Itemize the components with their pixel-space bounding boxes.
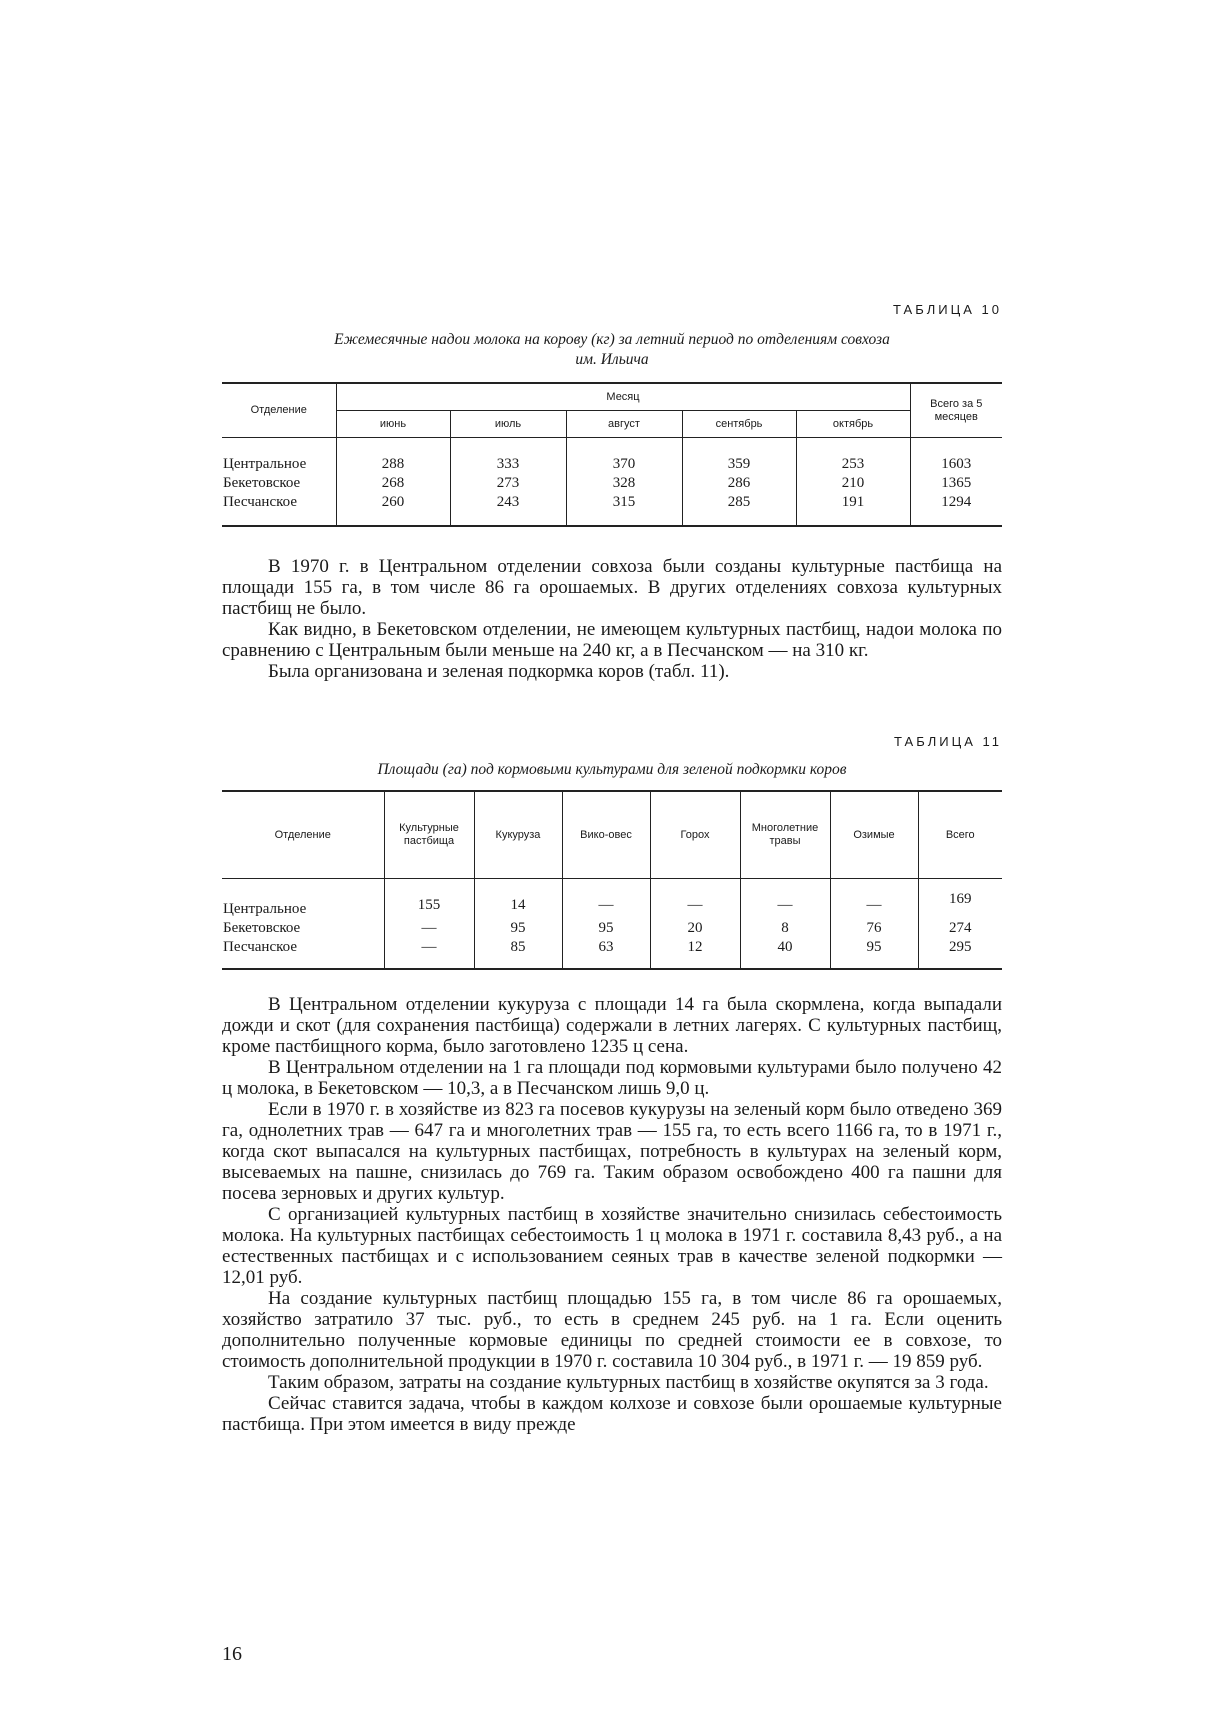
table-10-label: ТАБЛИЦА 10 [893,302,1002,317]
t11-row-3-name: Песчанское [222,938,384,969]
t11-cell: 155 [384,879,474,920]
t10-header-month: Месяц [336,383,910,411]
t11-row-2-name: Бекетовское [222,919,384,938]
t11-cell: 12 [650,938,740,969]
t11-cell: — [384,938,474,969]
t11-cell: 76 [830,919,918,938]
t10-cell: 315 [566,493,682,526]
t10-cell: 1294 [910,493,1002,526]
t10-cell: 328 [566,474,682,493]
t11-cell: 40 [740,938,830,969]
paragraph: Была организована и зеленая подкормка коров (табл. 11). [268,661,730,682]
t11-cell: 95 [830,938,918,969]
t11-cell: 169 [918,879,1002,920]
t11-header-peas: Горох [650,791,740,879]
t11-cell: 14 [474,879,562,920]
table-10-caption [222,330,1002,370]
t11-cell: 95 [562,919,650,938]
t11-cell: — [650,879,740,920]
paragraph: Таким образом, затраты на создание культурных пастбищ в хозяйстве окупятся за 3 года. [268,1372,989,1393]
t10-cell: 253 [796,438,910,475]
table-11-caption: Площади (га) под кормовыми культурами для зеленой подкормки коров [377,761,847,778]
t10-cell: 191 [796,493,910,526]
body-text-b [222,994,1002,1435]
body-text-a [222,556,1002,682]
t11-cell: — [830,879,918,920]
t10-cell: 333 [450,438,566,475]
t11-header-vetch-oats: Вико-овес [562,791,650,879]
page-number: 16 [222,1643,242,1665]
t10-header-month-5: октябрь [796,411,910,438]
t10-cell: 1365 [910,474,1002,493]
table-10 [222,382,1002,527]
paragraph: На создание культурных пастбищ площадью 155 га, в том числе 86 га орошаемых, хозяйство затратило 37 тыс. руб., то есть в среднем 245 руб. на 1 га. Если оценить дополнительно полученные кормовые единицы по средней стоимости ее в совхозе, то стоимость дополнительной продукции в 1970 г. составила 10 304 руб., в 1971 г. — 19 859 руб. [222,1288,1002,1372]
t10-header-department: Отделение [222,383,336,438]
t10-cell: 243 [450,493,566,526]
t10-cell: 359 [682,438,796,475]
t11-header-winter-crops: Озимые [830,791,918,879]
t11-header-pastures: Культурные пастбища [384,791,474,879]
t10-header-total: Всего за 5 месяцев [910,383,1002,438]
t11-cell: — [384,919,474,938]
t10-cell: 370 [566,438,682,475]
t11-cell: 295 [918,938,1002,969]
t11-row-1-name: Центральное [222,879,384,920]
t10-cell: 286 [682,474,796,493]
paragraph: Как видно, в Бекетовском отделении, не имеющем культурных пастбищ, надои молока по сравнению с Центральным были меньше на 240 кг, а в Песчанском — на 310 кг. [222,619,1002,661]
table-11-label: ТАБЛИЦА 11 [894,734,1002,749]
paragraph: В Центральном отделении на 1 га площади под кормовыми культурами было получено 42 ц молока, в Бекетовском — 10,3, а в Песчанском лишь 9,0 ц. [222,1057,1002,1099]
t11-cell: 95 [474,919,562,938]
t10-cell: 273 [450,474,566,493]
paragraph: В Центральном отделении кукуруза с площади 14 га была скормлена, когда выпадали дожди и скот (для сохранения пастбища) содержали в летних лагерях. С культурных пастбищ, кроме пастбищного корма, было заготовлено 1235 ц сена. [222,994,1002,1057]
paragraph: В 1970 г. в Центральном отделении совхоза были созданы культурные пастбища на площади 155 га, в том числе 86 га орошаемых. В других отделениях совхоза культурных пастбищ не было. [222,556,1002,619]
t11-header-corn: Кукуруза [474,791,562,879]
t10-header-month-2: июль [450,411,566,438]
t10-row-2-name: Бекетовское [222,474,336,493]
t10-row-1-name: Центральное [222,438,336,475]
t11-cell: 20 [650,919,740,938]
t10-cell: 260 [336,493,450,526]
paragraph: Если в 1970 г. в хозяйстве из 823 га посевов кукурузы на зеленый корм было отведено 369 га, однолетних трав — 647 га и многолетних трав — 155 га, то есть всего 1166 га, то в 1971 г., когда скот выпасался на культурных пастбищах, потребность в культурах на зеленый корм, высеваемых на пашне, снизилась до 769 га. Таким образом освобождено 400 га пашни для посева зерновых и других культур. [222,1099,1002,1204]
t11-cell: — [562,879,650,920]
t10-header-month-3: август [566,411,682,438]
t10-cell: 210 [796,474,910,493]
table-11 [222,790,1002,970]
t10-cell: 268 [336,474,450,493]
t10-cell: 285 [682,493,796,526]
t11-cell: — [740,879,830,920]
table-10-caption-line2: им. Ильича [575,351,649,368]
t11-cell: 63 [562,938,650,969]
t10-cell: 1603 [910,438,1002,475]
t10-cell: 288 [336,438,450,475]
table-10-caption-line1: Ежемесячные надои молока на корову (кг) за летний период по отделениям совхоза [334,331,890,348]
t11-cell: 8 [740,919,830,938]
paragraph: С организацией культурных пастбищ в хозяйстве значительно снизилась себестоимость молока. На культурных пастбищах себестоимость 1 ц молока в 1971 г. составила 8,43 руб., а на естественных пастбищах и с использованием сеяных трав в качестве зеленой подкормки — 12,01 руб. [222,1204,1002,1288]
t11-header-total: Всего [918,791,1002,879]
t10-row-3-name: Песчанское [222,493,336,526]
paragraph: Сейчас ставится задача, чтобы в каждом колхозе и совхозе были орошаемые культурные пастбища. При этом имеется в виду прежде [222,1393,1002,1435]
t11-header-department: Отделение [222,791,384,879]
t10-header-month-4: сентябрь [682,411,796,438]
t10-header-month-1: июнь [336,411,450,438]
t11-cell: 274 [918,919,1002,938]
t11-cell: 85 [474,938,562,969]
t11-header-perennial: Многолетние травы [740,791,830,879]
